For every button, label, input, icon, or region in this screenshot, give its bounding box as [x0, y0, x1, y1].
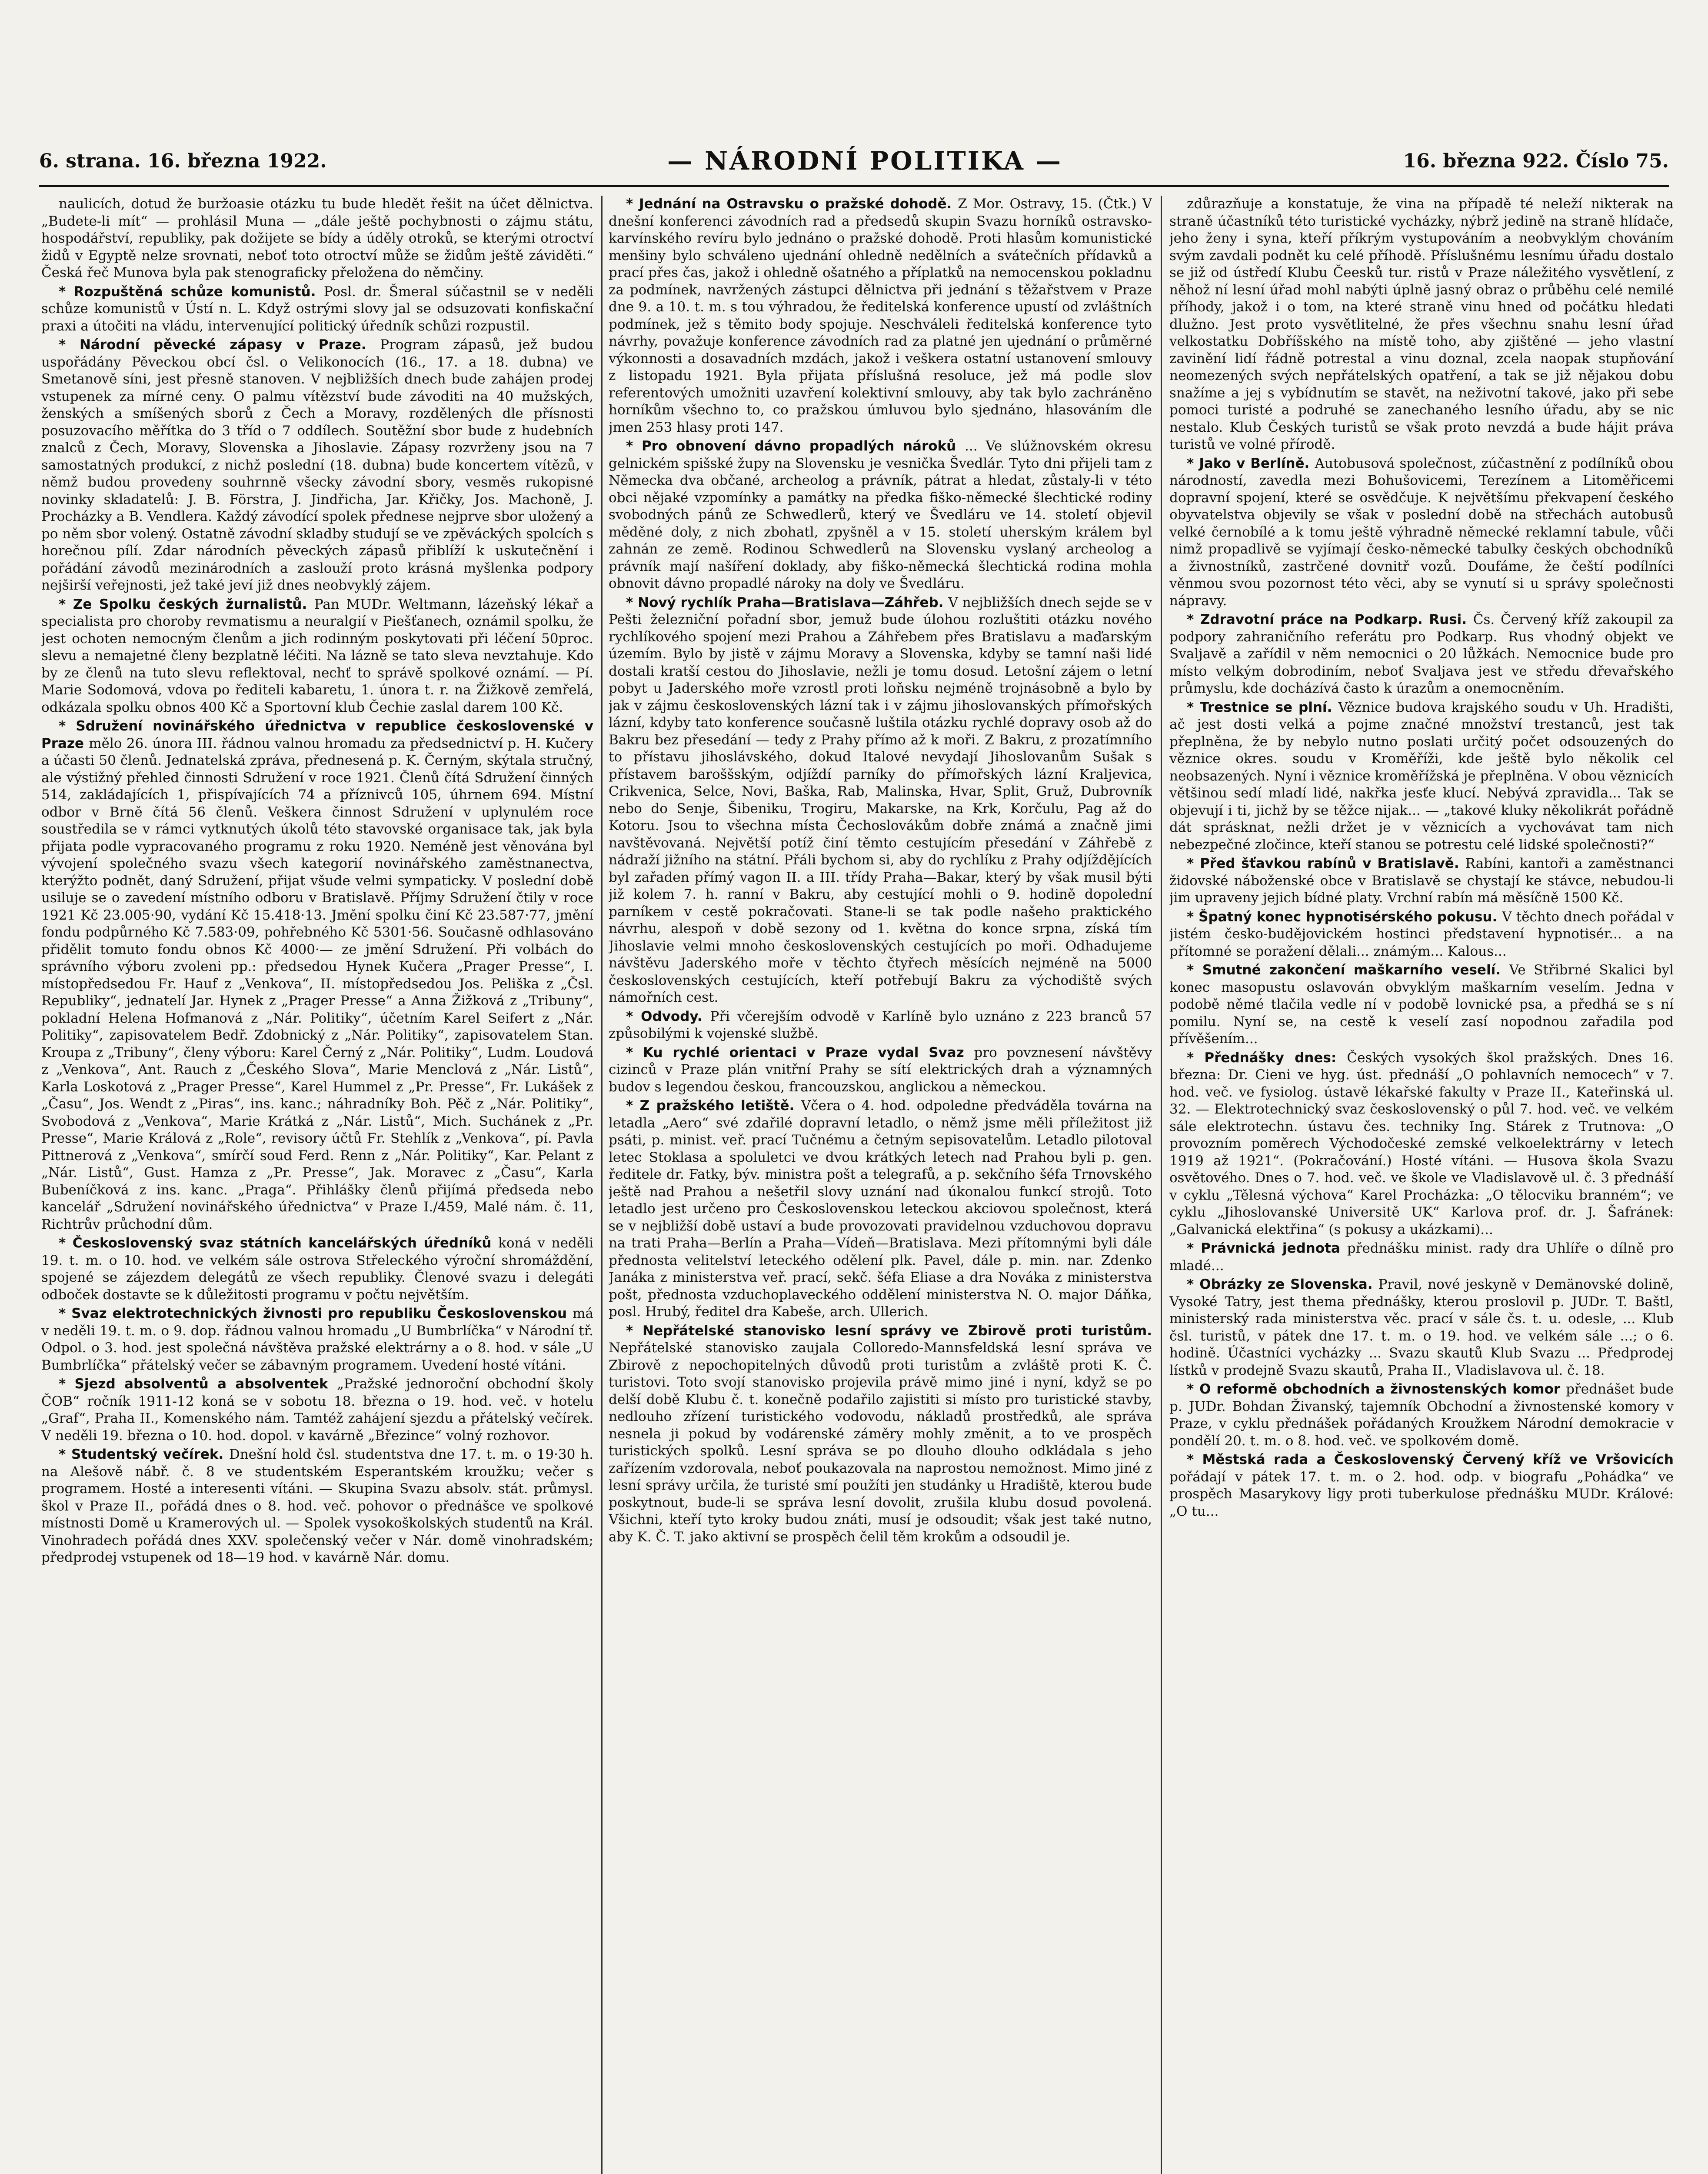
article-text: „Pražské jednoroční obchodní školy ČOB“ ročník 1911-12 koná se v sobotu 18. března o 19. hod. več. v hotelu „Graf“, Praha II., Komenského nám. Tamtéž zahájení sjezdu a přátelský večírek. V neděli 19. března o 10. hod. dopol. v kavárně „Březince“ volný rozhovor.	[41, 1376, 593, 1444]
article-text: Dnešní hold čsl. studentstva dne 17. t. m. o 19·30 h. na Alešově nábř. č. 8 ve studentském Esperantském kroužku; večer s programem. Hosté a interesenti vítáni. — Skupina Svazu absolv. stát. průmysl. škol v Praze II., pořádá dnes o 8. hod. več. pohovor o přednášce ve spolkové místnosti Domě u Kramerových ul. — Spolek vysokoškolských studentů na Král. Vinohradech pořádá dnes XXV. společenský večer v Nár. domě vinohradském; předprodej vstupenek od 18—19 hod. v kavárně Nár. domu.	[41, 1447, 593, 1565]
article-title: * Jako v Berlíně.	[1187, 455, 1315, 471]
article	[41, 1305, 593, 1374]
article-text: ... Ve slúžnovském okresu gelnickém spišské župy na Slovensku je vesnička Švedlár. Tyto dni přijeli tam z Německa dva občané, archeolog a právník, pátrat a hledat, zůstaly-li v této obci nějaké vzpomínky a památky na předka fiško-německé šlechtické rodiny svobodných pánů ze Schwedlerů, který ve Švedláru ve 14. století objevil měděné doly, z nich zbohatl, zpyšněl a v 15. století uherským králem byl zahnán ze země. Rodinou Schwedlerů na Slovensku vyslaný archeolog a právník mají našíření doklady, aby fiško-německá šlechtická rodina mohla obnovit dávno propadlé nároky na doly ve Švedláru.	[609, 438, 1152, 591]
article-title: * Nepřátelské stanovisko lesní správy ve Zbirově proti turistům.	[626, 1323, 1152, 1339]
article	[1169, 962, 1674, 1048]
article-text: Čs. Červený kříž zakoupil za podpory zahraničního referátu pro Podkarp. Rus vhodný objekt ve Svaljavě a zařídil v něm nemocnici o 20 lůžkách. Nemocnice bude pro místo velkým dobrodiním, neboť Svaljava jest ve středu dřevařského průmyslu, kde docházívá často k úrazům a onemocněním.	[1169, 612, 1674, 696]
article-paragraph	[1169, 909, 1674, 960]
article-paragraph	[1169, 699, 1674, 854]
article-paragraph	[1169, 855, 1674, 907]
article	[609, 1008, 1152, 1043]
article-title: * O reformě obchodních a živnostenských komor	[1187, 1381, 1566, 1397]
article-paragraph	[1169, 1451, 1674, 1520]
article	[1169, 455, 1674, 610]
article-title: * Studentský večírek.	[59, 1447, 229, 1462]
article-text: má v neděli 19. t. m. o 9. dop. řádnou valnou hromadu „U Bumbrlíčka“ v Národní tř. Odpol. o 3. hod. jest společná návštěva pražské elektrárny a o 8. hod. v sále „U Bumbrlíčka“ přátelský večer se zábavným programem. Uvedení hosté vítáni.	[41, 1306, 593, 1373]
article-title: * Městská rada a Československý Červený kříž ve Vršovicích	[1187, 1452, 1674, 1467]
article-title: * Rozpuštěná schůze komunistů.	[59, 283, 324, 300]
article-text: Věznice budova krajského soudu v Uh. Hradišti, ač jest dosti velká a pojme značné množství trestanců, jest tak přeplněna, že by nebylo nutno poslati určitý počet odsouzených do věznice okres. soudu v Kroměříži, kde ještě bylo několik cel neobsazených. Nyní i věznice kroměřížská je přeplněna. V obou věznicích většinou sedí mladí lidé, nakřka jesťe klucí. Nebývá zpravidla... Tak se objevují i ti, jichž by se těžce nijak... — „takové kluky několikrát pořádně dát sprásknat, nežli držet je v věznicích a vychovávat tam nich nebezpečné zločince, kteří stanou se potrestu celé lidské společnosti?“	[1169, 699, 1674, 853]
article-title: * Jednání na Ostravsku o pražské dohodě.	[626, 196, 958, 212]
page-header	[39, 143, 1669, 178]
article-paragraph	[1169, 1381, 1674, 1450]
header-rule	[39, 185, 1669, 187]
article-title: * Svaz elektrotechnických živnosti pro republiku Československou	[59, 1306, 573, 1321]
article-text: zdůrazňuje a konstatuje, že vina na případě té neleží nikterak na straně účastníků této turistické vycházky, nýbrž jedině na straně hlídače, jeho ženy i syna, kteří příkrým vystupováním a neobvyklým chováním svým zavdali podnět ku celé příhodě. Příslušnému lesnímu úřadu dostalo se již od ústředí Klubu Čeesků tur. ristů v Praze náležitého vysvětlení, z něhož ní lesní úřad mohl nabýti úplně jasný obraz o průběhu celé nemilé příhody, jakož i o tom, na které straně vinu hned od počátku hledati dlužno. Jest proto vysvětlitelné, že přes všechnu snahu lesní úřad velkostatku Dobříšského na místě toho, aby zjištěné — jeho vlastní zavinění lidí řádně potrestal a vinu doznal, zcela naopak stupňování neomezených svých nepřátelských opatření, a tak se již nějakou dobu snažíme a jej s vybídnutím se stavět, na neživotní takové, jako při sebe pomoci turisté a podruhé se zanechaného lesního úřadu, aby se nic nestalo. Klub Českých turistů se však proto nevzdá a bude hájit práva turistů ve volné přírodě.	[1169, 196, 1674, 452]
article-text: Nepřátelské stanovisko zaujala Colloredo-Mannsfeldská lesní správa ve Zbirově z nepochopitelných důvodů proti turistům a zvláště proti K. Č. turistovi. Toto svojí stanovisko projevila právě mimo jiné i nyní, když se po delší době Klubu č. t. konečně podařilo zajistiti si místo pro turistické stavby, nedlouho zřízení turistického vodovodu, nákladů prostředků, ale správa nesnela ji pokud by vodárenské záměry mohly změnit, a to ve prospěch turistických spolků. Lesní správa se po dlouho dlouho odkládala s jeho zařízením vzdorovala, neboť poukazovala na naprostou nemožnost. Mimo jiné z lesní správy určila, že turisté smí použíti jen studánky u Hradiště, kterou bude poskytnout, bude-li se správa lesní dovolit, zrušila klubu dosud povolená. Všichni, kteří tyto kroky budou znáti, musí je odsoudit; však jest také nutno, aby K. Č. T. jako aktivní se prospěch čelil těm krokům a odsoudil je.	[609, 1340, 1152, 1545]
article-paragraph	[1169, 962, 1674, 1048]
article-paragraph	[41, 283, 593, 335]
article-title: * Smutné zakončení maškarního veselí.	[1187, 962, 1509, 978]
article	[609, 1044, 1152, 1096]
article-text: Pan MUDr. Weltmann, lázeňský lékař a specialista pro choroby revmatismu a neuralgií v Piešťanech, oznámil spolku, že jest ochoten nemocným členům a jich rodinným poskytovati při léčení 50proc. slevu a nemajetné členy bezplatně léčiti. Na lázně se tato sleva nevztahuje. Kdo by ze členů na tuto slevu reflektoval, nechť to správě spolkové oznámí. — Pí. Marie Sodomová, vdova po řediteli kabaretu, 1. února t. r. na Žižkově zemřelá, odkázala spolku obnos 400 Kč a Sportovní klub Čechie zaslal darem 100 Kč.	[41, 596, 593, 715]
article-text: mělo 26. února III. řádnou valnou hromadu za předsednictví p. H. Kučery a účasti 50 členů. Jednatelská zpráva, přednesená p. K. Černým, skýtala stručný, ale výstižný přehled činnosti Sdružení v roce 1921. Členů čítá Sdružení činných 514, zakládajících 1, přispívajících 74 a příznivců 105, úhrnem 694. Místní odbor v Brně čítá 56 členů. Veškera činnost Sdružení v uplynulém roce soustředila se v rámci vytknutých úkolů této stavovské organisace tak, jak byla přijata podle vypracovaného programu z roku 1920. Neméně jest věnována byl vývojení společného svazu všech kategorií novinářského zaměstnanectva, kterýžto podnět, daný Sdružení, přijat všude velmi sympaticky. V poslední době usiluje se o zavedení místního odboru v Bratislavě. Příjmy Sdružení čtily v roce 1921 Kč 23.005·90, vydání Kč 15.418·13. Jmění spolku činí Kč 23.587·77, jmění fondu podpůrného Kč 7.583·09, pohřebného Kč 5301·56. Současně odhlasováno přidělit tomuto fondu obnos Kč 4000·— ze jmění Sdružení. Při volbách do správního výboru zvoleni pp.: předsedou Hynek Kučera „Prager Presse“, I. místopředsedou Fr. Hauf z „Venkova“, II. místopředsedou Jos. Peliška z „Čsl. Republiky“, jednatelí Jar. Hynek z „Prager Presse“ a Anna Žižková z „Tribuny“, pokladní Helena Hofmanová z „Nár. Politiky“, účetním Karel Seifert z „Nár. Politiky“, zapisovatelem Bedř. Zdobnický z „Nár. Politiky“, zapisovatelem Stan. Kroupa z „Tribuny“, členy výboru: Karel Černý z „Nár. Politiky“, Ludm. Loudová z „Venkova“, Ant. Rauch z „Českého Slova“, Marie Menclová z „Nár. Listů“, Karla Loskotová z „Prager Presse“, Karel Hummel z „Pr. Presse“, Fr. Lukášek z „Času“, Jos. Wendt z „Piras“, ins. kanc.; náhradníky Boh. Pěč z „Nár. Politiky“, Svobodová z „Venkova“, Marie Krátká z „Nár. Listů“, Mich. Suchánek z „Pr. Presse“, Marie Králová z „Role“, revisory účtů Fr. Stehlík z „Venkova“, pí. Pavla Pittnerová z „Venkova“, smírčí soud Ferd. Renn z „Nár. Politiky“, Kar. Pelant z „Nár. Listů“, Gust. Hamza z „Pr. Presse“, Jak. Moravec z „Času“, Karla Bubeníčková z ins. kanc. „Praga“. Přihlášky členů přijímá předseda nebo kancelář „Sdružení novinářského úřednictva“ v Praze I./459, Malé nám. č. 11, Richtrův průchodní dům.	[41, 735, 593, 1232]
article-paragraph	[609, 1323, 1152, 1546]
masthead: — NÁRODNÍ POLITIKA —	[667, 146, 1063, 176]
article-text: naulicích, dotud že buržoasie otázku tu bude hledět řešit na účet dělnictva. „Budete-li mít“ — prohlásil Muna — „dále ještě pochybnosti o zájmu státu, hospodářství, republiky, pak dožijete se bídy a úděly otroků, se kterými otroctví židů v Egyptě nelze srovnati, neboť toto otroctví může se židům ještě záviděti.“ Česká řeč Munova byla pak stenograficky přeložena do němčiny.	[41, 196, 593, 280]
article-paragraph	[41, 1446, 593, 1567]
article	[1169, 1050, 1674, 1239]
article-paragraph	[609, 594, 1152, 1007]
article	[1169, 611, 1674, 697]
article-paragraph	[1169, 455, 1674, 610]
article	[1169, 909, 1674, 960]
article-paragraph	[1169, 1050, 1674, 1239]
article-title: * Sjezd absolventů a absolventek	[59, 1376, 337, 1392]
article-title: * Československý svaz státních kancelářských úředníků	[59, 1235, 499, 1251]
article-paragraph	[609, 196, 1152, 436]
article-paragraph	[1169, 1240, 1674, 1274]
article-paragraph	[1169, 196, 1674, 453]
article-paragraph	[1169, 611, 1674, 697]
article	[41, 1235, 593, 1304]
article	[41, 1446, 593, 1567]
article-text: pořádají v pátek 17. t. m. o 2. hod. odp. v biografu „Pohádka“ ve prospěch Masarykovy ligy proti tuberkulose přednášku MUDr. Králové: „O tu...	[1169, 1469, 1674, 1519]
article-text: Z Mor. Ostravy, 15. (Čtk.) V dnešní konferenci závodních rad a předsedů skupin Svazu horníků ostravsko-karvínského revíru bylo jednáno o pražské dohodě. Proti hlasům komunistické menšiny bylo schváleno ujednání ohledně nedělních a svátečních přídavků a prací přes čas, jakož i ohledně ošatného a příplatků na nemocenskou pokladnu za podmínek, navržených zástupci dělnictva při jednání s těžařstvem v Praze dne 9. a 10. t. m. s tou výhradou, že ředitelská konference upustí od zvláštních podmínek, jež s těmito body spojuje. Neschváleli ředitelská konference tyto návrhy, považuje konference závodních rad za platné jen ujednání o průměrné výkonnosti a dosavadních mzdách, jakož i veškera ostatní ustanovení smlouvy z listopadu 1921. Byla přijata příslušná resoluce, jež má podle slov referentových umožniti uzavření kolektivní smlouvy, aby tak bylo zachráněno horníkům všechno to, co pražskou úmluvou bylo sjednáno, hlasováním dle jmen 253 hlasy proti 147.	[609, 196, 1152, 435]
article-paragraph	[609, 438, 1152, 593]
article-title: * Obrázky ze Slovenska.	[1187, 1277, 1378, 1292]
column-divider-2	[1161, 196, 1162, 2174]
article	[609, 594, 1152, 1007]
article-paragraph	[609, 1008, 1152, 1043]
article-title: * Ze Spolku českých žurnalistů.	[59, 596, 314, 612]
article-title: * Odvody.	[626, 1008, 710, 1024]
article-title: * Právnická jednota	[1187, 1240, 1347, 1256]
article	[41, 596, 593, 717]
article	[609, 438, 1152, 593]
article	[1169, 855, 1674, 907]
article-text: přednášku minist. rady dra Uhlíře o dílně pro mladé...	[1169, 1240, 1674, 1274]
article	[1169, 699, 1674, 854]
column-3	[1169, 196, 1674, 2174]
article	[1169, 1240, 1674, 1274]
article	[609, 1323, 1152, 1546]
article-paragraph	[41, 1305, 593, 1374]
article-text: Posl. dr. Šmeral súčastnil se v neděli schůze komunistů v Ústí n. L. Když ostrými slovy jal se odsuzovati konfiskační praxi a útočiti na vládu, intervenující politický úředník schůzi rozpustil.	[41, 283, 593, 334]
article	[41, 196, 593, 282]
article-paragraph	[41, 718, 593, 1233]
article-text: Pravil, nové jeskyně v Demänovské dolině, Vysoké Tatry, jest thema přednášky, kterou proslovil p. JUDr. T. Baštl, ministerský rada ministerstva věc. prací v sále čs. t. u. odesle, ... Klub čsl. turistů, v pátek dne 17. t. m. o 19. hod. ve velkém sále ...; o 6. hodině. Účastníci vycházky ... Svazu skautů Klub Svazu ... Předprodej lístků v prodejně Svazu skautů, Praha II., Vladislavova ul. č. 18.	[1169, 1277, 1674, 1378]
article	[1169, 1451, 1674, 1520]
article-text: Včera o 4. hod. odpoledne předváděla továrna na letadla „Aero“ své zdařilé dopravní letadlo, o němž jsme měli příležitost již psáti, p. minist. veř. prací Tučnému a četným sepisovatelům. Letadlo pilotoval letec Stoklasa a spoluletci ve dvou krátkých letech nad Prahou byli p. gen. ředitele dr. Fatky, býv. ministra pošt a telegrafů, a p. sekčního šéfa Trnovského ještě nad Prahou a nešetřil slovy uznání nad úkonalou funkcí strojů. Toto letadlo jest určeno pro Československou leteckou akciovou společnost, která se v nejbližší době ustaví a bude provozovati pravidelnou vzduchovou dopravu na trati Praha—Berlín a Praha—Vídeň—Bratislava. Mezi přítomnými byli dále přednosta velitelství leteckého odělení plk. Pavel, dále p. min. nar. Zdenko Janáka z ministerstva veř. prací, sekč. šéfa Eliase a dra Nováka z ministerstva pošt, přednosta vzduchoplaveckého oddělení ministerstva N. O. major Dáňka, posl. Hrubý, ředitel dra Kabeše, arch. Ullerich.	[609, 1098, 1152, 1320]
article-title: * Špatný konec hypnotisérského pokusu.	[1187, 909, 1502, 925]
article-paragraph	[41, 1235, 593, 1304]
article-title: * Ku rychlé orientaci v Praze vydal Svaz	[626, 1044, 974, 1060]
article-text: Při včerejším odvodě v Karlíně bylo uznáno z 223 branců 57 způsobilými k vojenské službě.	[609, 1008, 1152, 1041]
article-text: přednášet bude p. JUDr. Bohdan Živanský, tajemník Obchodní a živnostenské komory v Praze, v cyklu přednášek pořádaných Kroužkem Národní demokracie v pondělí 20. t. m. o 8. hod. več. ve spolkovém domě.	[1169, 1381, 1674, 1449]
article-title: * Národní pěvecké zápasy v Praze.	[59, 337, 380, 353]
article-title: * Pro obnovení dávno propadlých nároků	[626, 438, 965, 454]
article-title: * Přednášky dnes:	[1187, 1050, 1347, 1066]
article-paragraph	[41, 196, 593, 282]
article-paragraph	[609, 1097, 1152, 1321]
article-paragraph	[609, 1044, 1152, 1096]
article-title: * Sdružení novinářského úřednictva v republice československé v Praze	[41, 718, 593, 751]
article-paragraph	[41, 337, 593, 594]
column-2	[609, 196, 1152, 2174]
article-title: * Před šťavkou rabínů v Bratislavě.	[1187, 856, 1465, 871]
article-text: Rabíni, kantoři a zaměstnanci židovské náboženské obce v Bratislavě se chystají ke stávce, nebudou-li jim upraveny jejich bídné platy. Vrchní rabín má měsíčně 1500 Kč.	[1169, 856, 1674, 906]
article-text: V těchto dnech pořádal v jistém česko-budějovickém hostinci představení hypnotisér... a na přítomné se poražení dělali... známým... Kalous...	[1169, 909, 1674, 959]
header-left: 6. strana. 16. března 1922.	[39, 150, 327, 172]
header-right: 16. března 922. Číslo 75.	[1403, 150, 1669, 172]
article-text: koná v neděli 19. t. m. o 10. hod. ve velkém sále ostrova Střeleckého výroční shromáždění, spojené se zájezdem delegátů ze všech republiky. Členové svazu i delegáti odboček dostavte se k důležitosti programu v počtu největším.	[41, 1235, 593, 1303]
article	[41, 718, 593, 1233]
article	[41, 337, 593, 594]
article-text: Program zápasů, jež budou uspořádány Pěveckou obcí čsl. o Velikonocích (16., 17. a 18. dubna) ve Smetanově síni, jest přesně stanoven. V nejbližších dnech bude zahájen prodej vstupenek za mírné ceny. O palmu vítězství bude závoditi na 40 mužských, ženských a smíšených sborů z Čech a Moravy, rozdělených dle přísnosti posuzovacího měřítka do 3 tříd o 7 oddílech. Soutěžní sbor bude z hudebních znalců z Čech, Moravy, Slovenska a Jihoslavie. Zápasy rozvrženy jsou na 7 samostatných produkcí, z nichž poslední (18. dubna) bude koncertem vítězů, v němž budou provedeny souhrnně všecky závodní sbory, vesměs rukopisné novinky skladatelů: J. B. Förstra, J. Jindřicha, Jar. Křičky, Jos. Machoně, J. Procházky a B. Vendlera. Každý závodící spolek přednese nejprve sbor uložený a po něm sbor volený. Ostatně závodní skladby studují se ve zpěváckých spolcích s horečnou pílí. Zdar národních pěveckých zápasů přiblíží k uskutečnění i pořádání závodů mezinárodních a zaslouží proto krásná myšlenka podpory nejširší veřejnosti, jež také jeví již dnes neobvyklý zájem.	[41, 337, 593, 593]
article	[1169, 1276, 1674, 1379]
article	[609, 196, 1152, 436]
article	[41, 283, 593, 335]
article	[1169, 196, 1674, 453]
article-text: V nejbližších dnech sejde se v Pešti železniční pořadní sbor, jemuž bude úlohou rozluštiti otázku nového rychlíkového spojení mezi Prahou a Záhřebem přes Bratislavu a maďarským územím. Bylo by jistě v zájmu Moravy a Slovenska, kdyby se tamní naši lidé dostali kratší cestou do Jihoslavie, nežli je tomu dosud. Letošní zájem o letní pobyt u Jaderského moře vzrostl proti loňsku nejméně trojnásobně a bylo by jak v zájmu československých lázní tak i v zájmu jihoslovanských přímořských lázní, kdyby tato konference současně luštila otázku rychlé dopravy osob až do Bakru bez přesedání — tedy z Prahy přímo až k moři. Z Bakru, z prozatímního to přístavu jihoslávského, dokud Italové nevydají Jihoslovanům Sušak s přístavem baroššským, odjíždí parníky do přímořských lázní Kraljevica, Crikvenica, Selce, Novi, Baška, Rab, Malinska, Hvar, Split, Gruž, Dubrovník nebo do Senje, Šibeniku, Trogiru, Makarske, na Krk, Korčulu, Pag až do Kotoru. Jsou to všechna místa Čechoslovákům dobře známá a značně jimi navštěvovaná. Největší potíž činí těmto cestujícím přesedání v Záhřebě z nádraží jižního na státní. Přáli bychom si, aby do rychlíku z Prahy odjíždějících byl zařaden přímý vagon II. a III. třídy Praha—Bakar, který by však musil býti již kolem 7. h. ranní v Bakru, aby cestující mohli o 9. hodině dopolední parníkem v cestě pokračovati. Stane-li se tak podle našeho praktického návrhu, alespoň v době sezony od 1. května do konce srpna, získá tím Jihoslavie velmi mnoho československých cestujících po moři. Odhadujeme návštěvu Jaderského moře v těchto čtyřech měsících nejméně na 5000 československých cestujících, kteří potřebují Bakru za východiště svých námořních cest.	[609, 594, 1152, 1005]
article-text: Českých vysokých škol pražských. Dnes 16. března: Dr. Cieni ve hyg. úst. přednáší „O pohlavních nemocech“ v 7. hod. več. ve fysiolog. ústavě lékařské fakulty v Praze II., Kateřinská ul. 32. — Elektrotechnický svaz československý o půl 7. hod. več. ve velkém sále elektrotechn. ústavu čes. techniky Ing. Stárek z Trutnova: „O provozním poměrech Východočeské zemské velkoelektrárny v letech 1919 až 1921“. (Pokračování.) Hosté vítáni. — Husova škola Svazu osvětového. Dnes o 7. hod. več. ve škole ve Vladislavově ul. č. 3 přednáší v cyklu „Tělesná výchova“ Karel Procházka: „O tělocviku branném“; ve cyklu „Jihoslovanské Universitě UK“ Karlova prof. dr. J. Šafránek: „Galvanická elektřina“ (s pokusy a ukázkami)...	[1169, 1050, 1674, 1237]
article-title: * Trestnice se plní.	[1187, 699, 1338, 715]
article	[609, 1097, 1152, 1321]
article-paragraph	[41, 596, 593, 717]
column-1	[41, 196, 593, 2174]
article-paragraph	[1169, 1276, 1674, 1379]
article	[1169, 1381, 1674, 1450]
article-text: Ve Střibrné Skalici byl konec masopustu oslavován obvyklým maškarním veselím. Jedna v podobě němé tlačila vedle ní v podobě lovnické psa, a předhá se s ní pomilu. Nyní se, na cestě k veselí zasí nopodnou zařadila pod přívěšením...	[1169, 962, 1674, 1047]
article-paragraph	[41, 1376, 593, 1444]
article-text: pro povznesení návštěvy cizinců v Praze plán vnitřní Prahy se sítí elektrických drah a významných budov s legendou českou, francouzskou, anglickou a německou.	[609, 1044, 1152, 1095]
article-text: Autobusová společnost, zúčastnění z podílníků obou národností, zavedla mezi Bohušovicemi, Terezínem a Litoměřicemi dopravní spojení, které se osvědčuje. K největšímu překvapení českého obyvatelstva objevily se však v poslední době na střechách autobusů velké černobílé a k tomu ještě výhradně německé reklamní tabule, vůči nimž propadlivě se vyjímají česko-německé tabulky českých obchodníků a živnostníků, zastrčené dovnitř vozů. Doufáme, že čeští podílníci věnmou svou pozornost této věci, aby se vynutí si u správy společnosti nápravy.	[1169, 455, 1674, 609]
article-title: * Zdravotní práce na Podkarp. Rusi.	[1187, 612, 1473, 627]
article-title: * Z pražského letiště.	[626, 1098, 801, 1114]
article-title: * Nový rychlík Praha—Bratislava—Záhřeb.	[626, 594, 949, 610]
column-divider-1	[601, 196, 603, 2174]
article	[41, 1376, 593, 1444]
